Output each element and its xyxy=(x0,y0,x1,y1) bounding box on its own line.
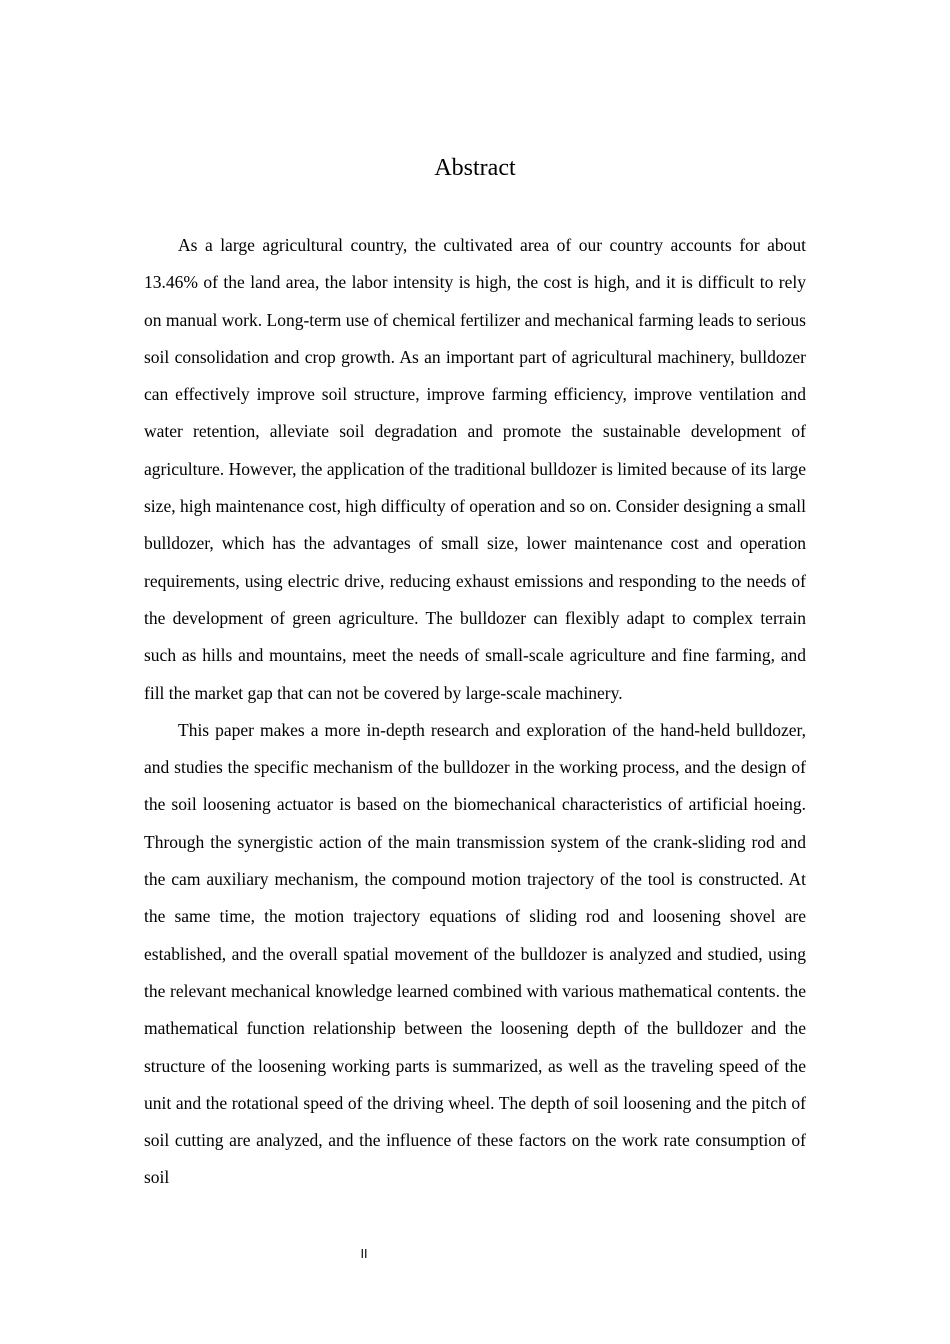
page-title: Abstract xyxy=(434,155,516,181)
abstract-paragraph-1: As a large agricultural country, the cultivated area of our country accounts for about 13.46% of the land area, the labor intensity is high, the cost is high, and it is difficult to rely on manual work. Long-term use of chemical fertilizer and mechanical farming leads to serious soil consolidation and crop growth. As an important part of agricultural machinery, bulldozer can effectively improve soil structure, improve farming efficiency, improve ventilation and water retention, alleviate soil degradation and promote the sustainable development of agriculture. However, the application of the traditional bulldozer is limited because of its large size, high maintenance cost, high difficulty of operation and so on. Consider designing a small bulldozer, which has the advantages of small size, lower maintenance cost and operation requirements, using electric drive, reducing exhaust emissions and responding to the needs of the development of green agriculture. The bulldozer can flexibly adapt to complex terrain such as hills and mountains, meet the needs of small-scale agriculture and fine farming, and fill the market gap that can not be covered by large-scale machinery. xyxy=(144,235,806,703)
abstract-paragraph-2: This paper makes a more in-depth research and exploration of the hand-held bulldozer, and studies the specific mechanism of the bulldozer in the working process, and the design of the soil loosening actuator is based on the biomechanical characteristics of artificial hoeing. Through the synergistic action of the main transmission system of the crank-sliding rod and the cam auxiliary mechanism, the compound motion trajectory of the tool is constructed. At the same time, the motion trajectory equations of sliding rod and loosening shovel are established, and the overall spatial movement of the bulldozer is analyzed and studied, using the relevant mechanical knowledge learned combined with various mathematical contents. the mathematical function relationship between the loosening depth of the bulldozer and the structure of the loosening working parts is summarized, as well as the traveling speed of the unit and the rotational speed of the driving wheel. The depth of soil loosening and the pitch of soil cutting are analyzed, and the influence of these factors on the work rate consumption of soil xyxy=(144,719,806,1188)
page-number: II xyxy=(360,1247,368,1261)
abstract-body xyxy=(144,227,806,1197)
